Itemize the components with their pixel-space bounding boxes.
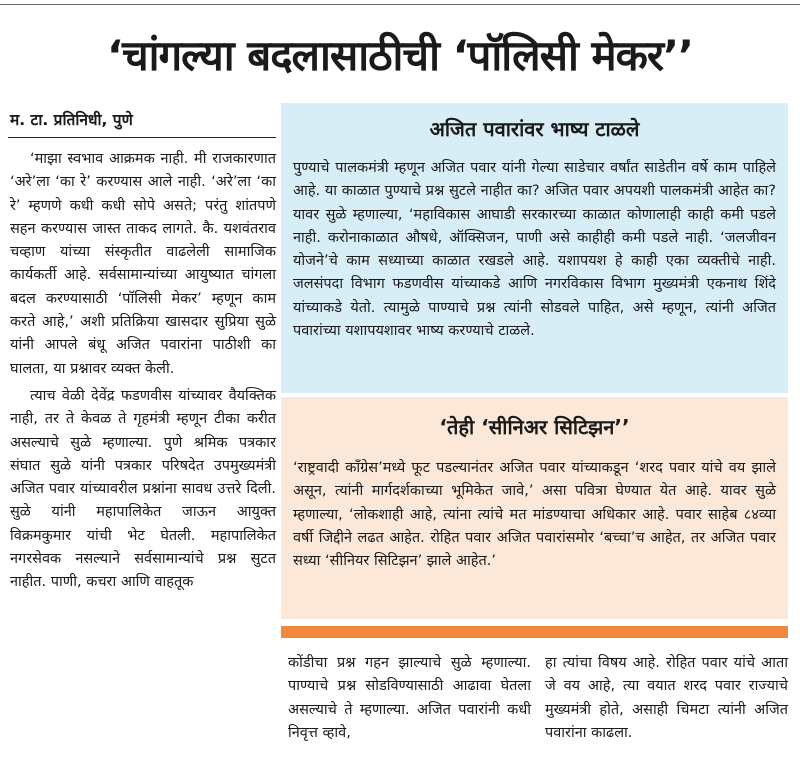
top-rule — [0, 4, 800, 5]
bottom-column-2-text: हा त्यांचा विषय आहे. रोहित पवार यांचे आता जे वय आहे, त्या वयात शरद पवार राज्याचे मुख्यमंत्री होते, असाही चिमटा त्यांनी अजित पवारांना काढला. — [545, 655, 788, 741]
headline: ‘चांगल्या बदलासाठीची ‘पॉलिसी मेकर’’ — [107, 31, 693, 80]
sidebar-box-peach — [281, 397, 788, 619]
left-paragraph-1: ‘माझा स्वभाव आक्रमक नाही. मी राजकारणात ‘अरे’ला ‘का रे’ करण्यास आले नाही. ‘अरे’ला ‘का रे’ म्हणणे कधी कधी सोपे असते; परंतु शांतपणे सहन करण्यास जास्त ताकद लागते. कै. यशवंतराव चव्हाण यांच्या संस्कृतीत वाढलेली सामाजिक कार्यकर्ती आहे. सर्वसामान्यांच्या आयुष्यात चांगला बदल करण्यासाठी ‘पॉलिसी मेकर’ म्हणून काम करते आहे,’ अशी प्रतिक्रिया खासदार सुप्रिया सुळे यांनी आपले बंधू अजित पवारांना पाठीशी का घालता, या प्रश्नावर व्यक्त केली. — [10, 151, 276, 377]
peach-box-body: ‘राष्ट्रवादी काँग्रेस’मध्ये फूट पडल्यानंतर अजित पवार यांच्याकडून ‘शरद पवार यांचे वय झाले असून, त्यांनी मार्गदर्शकाच्या भूमिकेत जावे,’ असा पवित्रा घेण्यात येत आहे. यावर सुळे म्हणाल्या, ‘लोकशाही आहे, त्यांना त्यांचे मत मांडण्याचा अधिकार आहे. पवार साहेब ८४व्या वर्षी जिद्दीने लढत आहेत. रोहित पवार अजित पवारांसमोर ‘बच्चा’च आहेत, तर अजित पवार सध्या ‘सीनियर सिटिझन’ झाले आहेत.’ — [293, 460, 776, 570]
bottom-column-1-text: कोंडीचा प्रश्न गहन झाल्याचे सुळे म्हणाल्या. पाण्याचे प्रश्न सोडविण्यासाठी आढावा घेतला असल्याचे ते म्हणाल्या. अजित पवारांनी कधी निवृत्त व्हावे, — [288, 655, 531, 741]
blue-box-body: पुण्याचे पालकमंत्री म्हणून अजित पवार यांनी गेल्या साडेचार वर्षांत साडेतीन वर्षे काम पाहिले आहे. या काळात पुण्याचे प्रश्न सुटले नाहीत का? अजित पवार अपयशी पालकमंत्री आहेत का? यावर सुळे म्हणाल्या, ‘महाविकास आघाडी सरकारच्या काळात कोणालाही काही कमी पडले नाही. करोनाकाळात औषधे, ऑक्सिजन, पाणी असे काहीही कमी पडले नाही. ‘जलजीवन योजने’चे काम सध्याच्या काळात रखडले आहे. यशापयश हे काही एका व्यक्तीचे नाही. जलसंपदा विभाग फडणवीस यांच्याकडे आणि नगरविकास विभाग मुख्यमंत्री एकनाथ शिंदे यांच्याकडे येतो. त्यामुळे पाण्याचे प्रश्न त्यांनी सोडवले पाहित, असे म्हणून, त्यांनी अजित पवारांच्या यशापयशावर भाष्य करण्याचे टाळले. — [293, 160, 776, 340]
bottom-column-2 — [545, 652, 788, 745]
left-column — [10, 148, 276, 599]
blue-box-title: अजित पवारांवर भाष्य टाळले — [429, 117, 640, 141]
byline: म. टा. प्रतिनिधी, पुणे — [10, 111, 133, 129]
sidebar-box-blue — [281, 103, 788, 393]
peach-box-title: ‘तेही ‘सीनिअर सिटिझन’’ — [439, 415, 630, 439]
byline-rule — [8, 137, 276, 138]
orange-divider-bar — [281, 626, 788, 638]
bottom-column-1 — [288, 652, 531, 745]
left-paragraph-2: त्याच वेळी देवेंद्र फडणवीस यांच्यावर वैयक्तिक नाही, तर ते केवळ ते गृहमंत्री म्हणून टीका करीत असल्याचे सुळे म्हणाल्या. पुणे श्रमिक पत्रकार संघात सुळे यांनी पत्रकार परिषदेत उपमुख्यमंत्री अजित पवार यांच्यावरील प्रश्नांना सावध उत्तरे दिली. सुळे यांनी महापालिकेत जाऊन आयुक्त विक्रमकुमार यांची भेट घेतली. महापालिकेत नगरसेवक नसल्याने सर्वसामान्यांचे प्रश्न सुटत नाहीत. पाणी, कचरा आणि वाहतूक — [10, 387, 276, 591]
